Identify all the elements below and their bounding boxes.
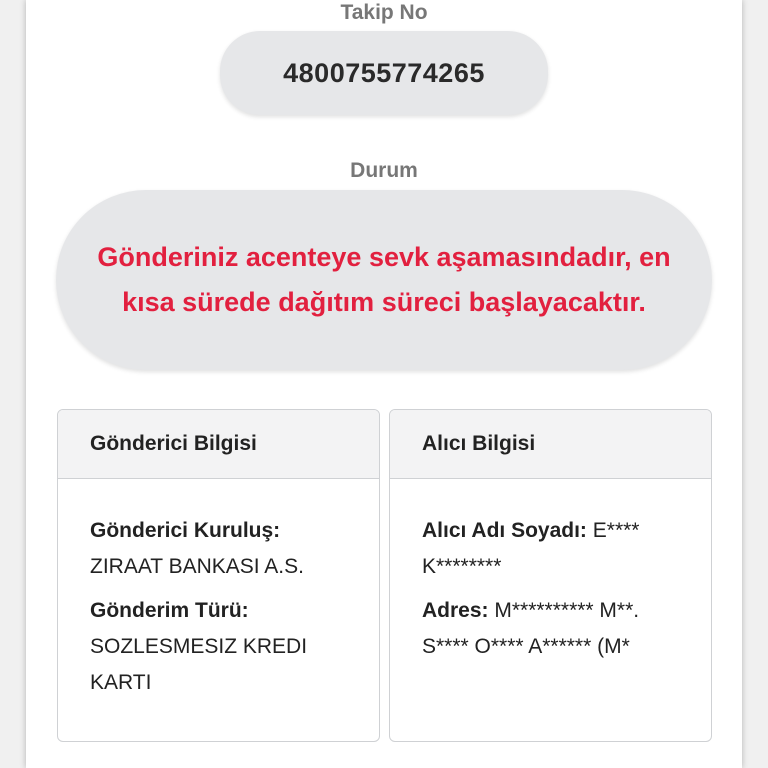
receiver-name-value: E**** K******** (422, 519, 640, 578)
shipment-type-value: SOZLESMESIZ KREDI KARTI (90, 635, 308, 694)
sender-org-field (90, 513, 359, 585)
sender-org-value: ZIRAAT BANKASI A.S. (90, 555, 304, 578)
receiver-address-label: Adres: (422, 599, 489, 622)
receiver-name-label: Alıcı Adı Soyadı: (422, 519, 587, 542)
tracking-number-label: Takip No (340, 1, 428, 24)
status-pill (56, 190, 712, 370)
receiver-address-value: M********** M**. S**** O**** A****** (M* (422, 599, 640, 658)
sender-info-card (57, 409, 380, 742)
receiver-info-title: Alıcı Bilgisi (390, 410, 711, 479)
receiver-info-card (389, 409, 712, 742)
sender-org-label: Gönderici Kuruluş: (90, 519, 281, 542)
status-label: Durum (350, 159, 418, 182)
sender-info-title: Gönderici Bilgisi (58, 410, 379, 479)
tracking-number-value: 4800755774265 (283, 57, 485, 88)
receiver-name-field (422, 513, 691, 585)
shipment-type-field (90, 593, 359, 701)
tracking-number-pill (220, 31, 548, 115)
status-message: Gönderiniz acenteye sevk aşamasındadır, en kısa sürede dağıtım süreci başlayacaktır. (97, 242, 671, 317)
shipment-type-label: Gönderim Türü: (90, 599, 249, 622)
receiver-address-field (422, 593, 691, 665)
tracking-result-panel (26, 0, 742, 768)
